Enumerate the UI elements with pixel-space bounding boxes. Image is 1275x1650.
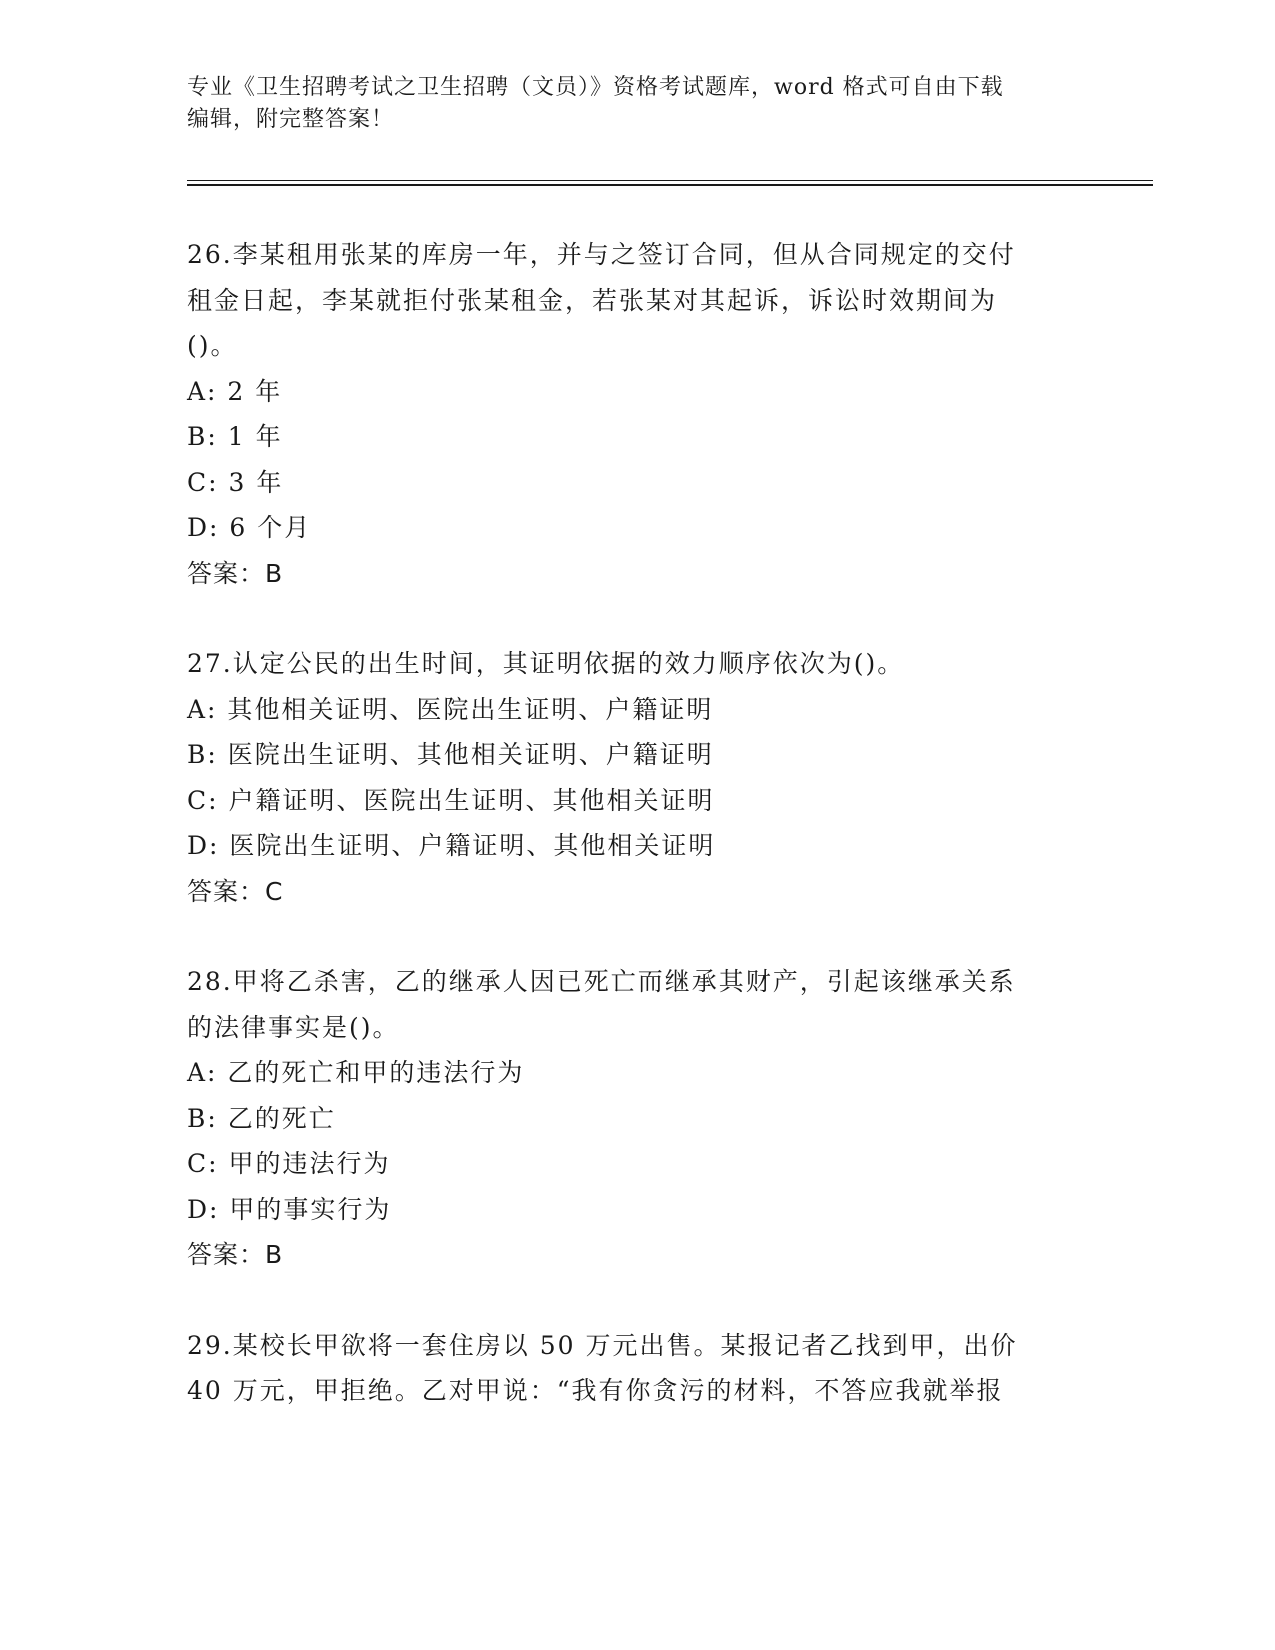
option-c: C: 甲的违法行为 [187,1149,391,1178]
option-c: C: 3 年 [187,467,284,497]
option-c: C: 户籍证明、医院出生证明、其他相关证明 [187,785,715,815]
option-d: D: 医院出生证明、户籍证明、其他相关证明 [187,831,716,860]
question-stem: 租金日起，李某就拒付张某租金，若张某对其起诉，诉讼时效期间为 [187,285,998,315]
option-b: B: 1 年 [187,422,283,451]
question-stem: ()。 [187,331,238,360]
header-divider [187,184,1153,186]
question-26 [187,232,1107,596]
answer: 答案：C [187,876,284,906]
answer: 答案：B [187,558,284,588]
question-stem: 40 万元，甲拒绝。乙对甲说：“我有你贪污的材料，不答应我就举报 [187,1376,1004,1405]
option-a: A: 其他相关证明、医院出生证明、户籍证明 [187,694,714,724]
document-header [187,72,1067,136]
question-stem: 28.甲将乙杀害，乙的继承人因已死亡而继承其财产，引起该继承关系 [187,967,1016,996]
question-29 [187,1323,1107,1414]
question-stem: 26.李某租用张某的库房一年，并与之签订合同，但从合同规定的交付 [187,240,1016,269]
question-27 [187,641,1107,914]
question-28 [187,959,1107,1278]
question-list [187,232,1107,1414]
question-stem: 27.认定公民的出生时间，其证明依据的效力顺序依次为()。 [187,649,905,678]
header-divider [187,180,1153,181]
spacer [187,596,1107,641]
option-d: D: 6 个月 [187,513,312,542]
header-line: 编辑，附完整答案！ [187,107,395,132]
option-a: A: 乙的死亡和甲的违法行为 [187,1058,525,1087]
header-line: 专业《卫生招聘考试之卫生招聘（文员）》资格考试题库，word 格式可自由下载 [187,75,1004,100]
question-stem: 29.某校长甲欲将一套住房以 50 万元出售。某报记者乙找到甲，出价 [187,1330,1018,1360]
spacer [187,914,1107,959]
option-d: D: 甲的事实行为 [187,1194,392,1224]
option-b: B: 医院出生证明、其他相关证明、户籍证明 [187,740,714,769]
option-b: B: 乙的死亡 [187,1103,336,1133]
answer: 答案：B [187,1240,284,1269]
spacer [187,1278,1107,1323]
question-stem: 的法律事实是()。 [187,1012,400,1042]
option-a: A: 2 年 [187,376,283,406]
